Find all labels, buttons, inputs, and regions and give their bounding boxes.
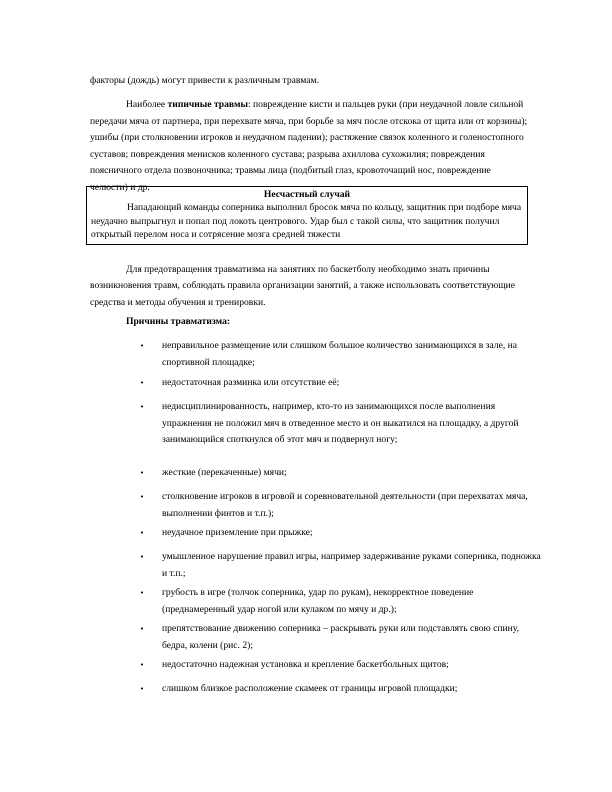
incident-box [86,186,528,245]
incident-box-title: Несчастный случай [263,189,351,200]
list-item-text: слишком близкое расположение скамеек от границы игровой площадки; [162,683,458,694]
typical-injuries-lead: Наиболее [126,99,168,110]
bullet-icon: • [140,625,145,633]
bullet-icon: • [140,685,145,693]
list-item-text: препятствование движению соперника – раскрывать руки или подставлять свою спину, бедра, колени (рис. 2); [162,623,519,651]
paragraph-intro-fragment: факторы (дождь) могут привести к различным травмам. [90,75,319,86]
bullet-icon: • [140,379,145,387]
bullet-icon: • [140,553,145,561]
list-item-text: недостаточно надежная установка и крепление баскетбольных щитов; [162,659,449,670]
bullet-icon: • [140,342,145,350]
typical-injuries-text: : повреждение кисти и пальцев руки (при неудачной ловле сильной передачи мяча от партнера, при перехвате мяча, при борьбе за мяч после отскока от щита или от корзины); ушибы (при столкновении игроков и неудачном падении); растяжение связок коленного и голеностопного суставов; повреждения менисков коленного сустава; разрыва ахиллова сухожилия; повреждения поясничного отдела позвоночника; травмы лица (подбитый глаз, кровоточащий нос, повреждение челюсти) и др. [90,99,528,193]
bullet-icon: • [140,589,145,597]
paragraph-prevention: Для предотвращения травматизма на занятиях по баскетболу необходимо знать причины возникновения травм, соблюдать правила организации занятий, а также использовать соответствующие средства и методы обучения и тренировки. [90,264,516,308]
bullet-icon: • [140,529,145,537]
list-item-text: грубость в игре (толчок соперника, удар по рукам), некорректное поведение (преднамеренный удар ногой или кулаком по мячу и др.); [162,587,474,615]
bullet-icon: • [140,661,145,669]
typical-injuries-term: типичные травмы [167,99,248,110]
bullet-icon: • [140,403,145,411]
list-item-text: недостаточная разминка или отсутствие её; [162,377,340,388]
bullet-icon: • [140,493,145,501]
list-item-text: жесткие (перекаченные) мячи; [162,467,287,478]
list-item-text: неправильное размещение или слишком большое количество занимающихся в зале, на спортивной площадке; [162,340,518,368]
list-item-text: неудачное приземление при прыжке; [162,527,313,538]
incident-box-text: Нападающий команды соперника выполнил бросок мяча по кольцу, защитник при подборе мяча неудачно выпрыгнул и попал под локоть центрового. Удар был с такой силы, что защитник получил открытый перелом носа и сотрясение мозга средней тяжести [91,202,522,241]
list-item-text: недисциплинированность, например, кто-то из занимающихся после выполнения упражнения не положил мяч в отведенное место и он выкатился на площадку, а другой занимающийся споткнулся об этот мяч и подвернул ногу; [162,401,519,446]
bullet-icon: • [140,469,145,477]
paragraph-typical-injuries [90,97,530,197]
causes-heading: Причины травматизма: [126,316,231,327]
list-item-text: столкновение игроков в игровой и соревновательной деятельности (при перехватах мяча, выполнении финтов и т.п.); [162,491,528,519]
list-item-text: умышленное нарушение правил игры, например задерживание руками соперника, подножка и т.п.; [162,551,541,579]
